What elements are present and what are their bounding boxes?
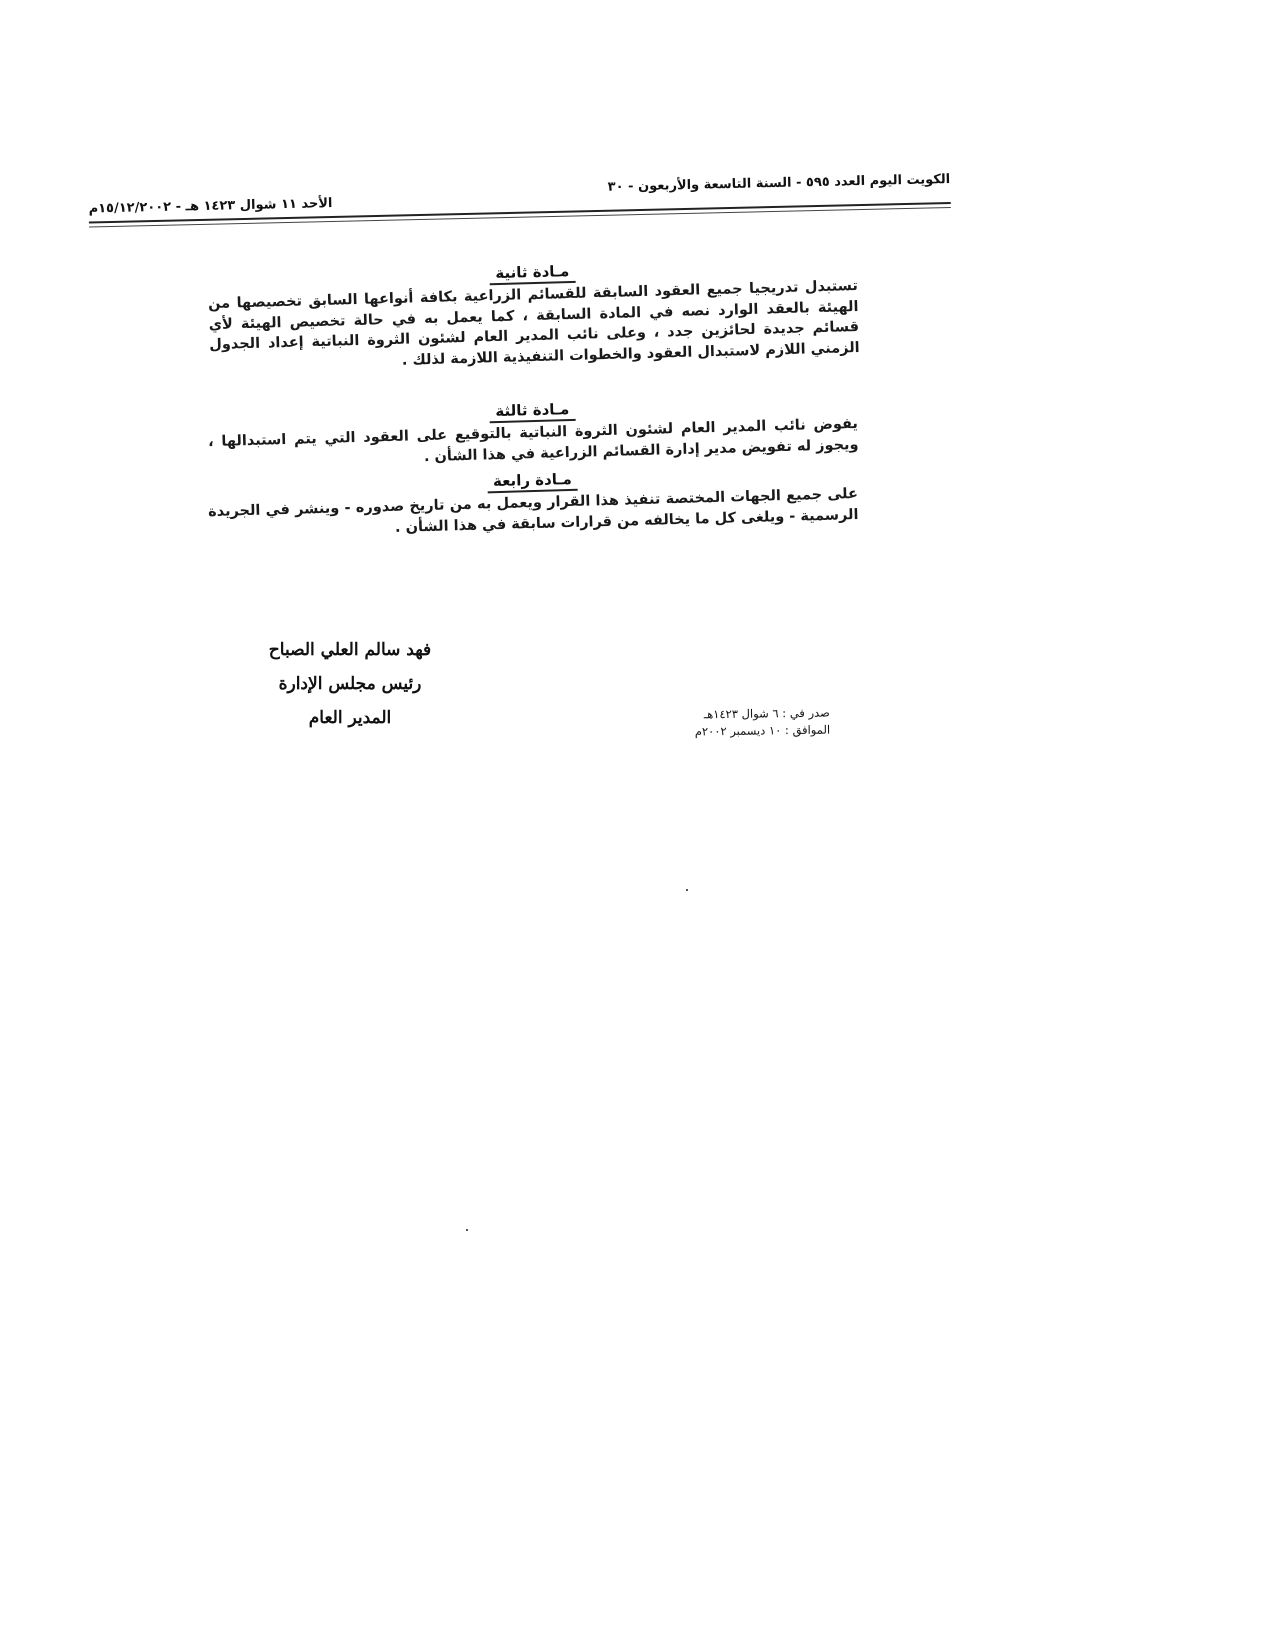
gazette-issue-line: الكويت اليوم العدد ٥٩٥ - السنة التاسعة والأربعون - ٣٠ [607, 172, 951, 195]
article-heading-text: مـادة ثانية [489, 262, 576, 285]
gazette-header [88, 172, 951, 232]
article-body: يفوض نائب المدير العام لشئون الثروة النباتية بالتوقيع على العقود التي يتم استبدالها ، ويجوز له تفويض مدير إدارة القسائم الزراعية في هذا الشأن . [207, 415, 859, 465]
issued-gregorian-date: الموافق : ١٠ ديسمبر ٢٠٠٢م [694, 722, 831, 739]
article-fourth [207, 462, 859, 543]
article-second [207, 254, 860, 376]
issued-hijri-date: صدر في : ٦ شوال ١٤٢٣هـ [703, 705, 830, 722]
signature-block [230, 640, 470, 742]
article-body: على جميع الجهات المختصة تنفيذ هذا القرار ويعمل به من تاريخ صدوره - وينشر في الجريدة الرسمية - ويلغى كل ما يخالفه من قرارات سابقة في هذا الشأن . [207, 485, 859, 536]
scan-speck [466, 1229, 468, 1231]
scan-speck [686, 889, 688, 891]
signatory-title-board: رئيس مجلس الإدارة [278, 674, 422, 694]
article-body: تستبدل تدريجيا جميع العقود السابقة للقسائم الزراعية بكافة أنواعها السابق تخصيصها من الهيئة بالعقد الوارد نصه في المادة السابقة ، كما يعمل به في حالة تخصيص الهيئة لأي قسائم جديدة لحائزين جدد ، وعلى نائب المدير العام لشئون الثروة النباتية إعداد الجدول الزمني اللازم لاستبدال العقود والخطوات التنفيذية اللازمة لذلك . [207, 277, 860, 369]
article-heading-text: مـادة ثالثة [489, 400, 576, 423]
signatory-name: فهد سالم العلي الصباح [268, 640, 432, 660]
gazette-date-line: الأحد ١١ شوال ١٤٢٣ هـ - ١٥/١٢/٢٠٠٢م [88, 196, 333, 217]
article-heading-text: مـادة رابعة [487, 470, 578, 494]
signatory-title-director: المدير العام [308, 708, 392, 728]
article-third [207, 392, 859, 473]
issued-date-block [620, 705, 830, 742]
